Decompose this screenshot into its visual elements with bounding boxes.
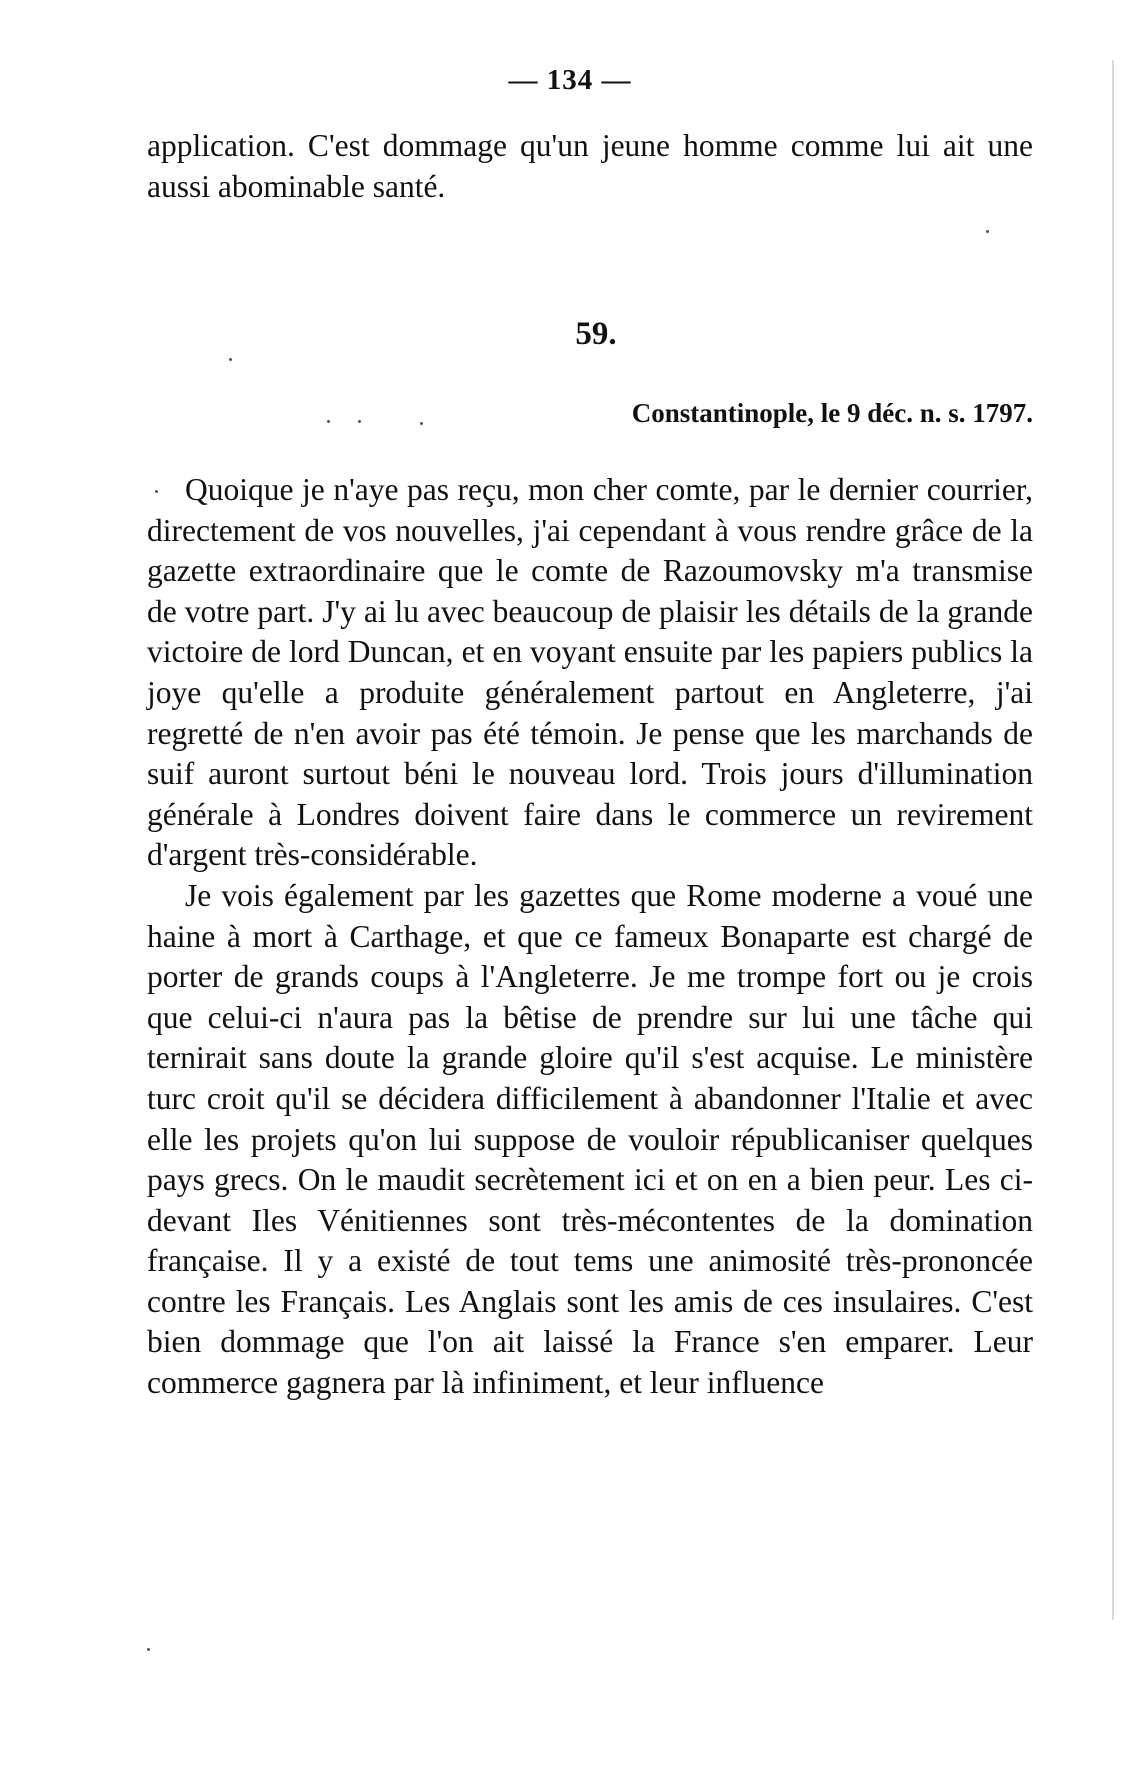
letter-body [147, 470, 1033, 1404]
letter-paragraph: Quoique je n'aye pas reçu, mon cher comte, par le dernier courrier, directement de vos nouvelles, j'ai cependant à vous rendre grâce de la gazette extraordinaire que le comte de Razoumovsky m'a transmise de votre part. J'y ai lu avec beaucoup de plaisir les détails de la grande victoire de lord Duncan, et en voyant ensuite par les papiers publics la joye qu'elle a produite généralement partout en Angleterre, j'ai regretté de n'en avoir pas été témoin. Je pense que les marchands de suif auront surtout béni le nouveau lord. Trois jours d'illumination générale à Londres doivent faire dans le commerce un revirement d'argent très-considérable. [147, 472, 1033, 873]
scan-speck [327, 420, 330, 423]
letter-dateline: Constantinople, le 9 déc. n. s. 1797. [631, 398, 1033, 428]
page-number: — 134 — [508, 64, 632, 96]
scan-speck [986, 230, 989, 233]
carry-over-paragraph [147, 126, 1033, 207]
scan-speck [420, 422, 423, 425]
page-edge-rule [1112, 60, 1114, 1620]
scan-speck [155, 490, 158, 493]
scan-speck [229, 358, 232, 361]
letter-number: 59. [575, 316, 617, 352]
carry-over-text: application. C'est dommage qu'un jeune homme comme lui ait une aussi abominable santé. [147, 128, 1033, 204]
letter-paragraph: Je vois également par les gazettes que Rome moderne a voué une haine à mort à Carthage, et que ce fameux Bonaparte est chargé de porter de grands coups à l'Angleterre. Je me trompe fort ou je crois que celui-ci n'aura pas la bêtise de prendre sur lui une tâche qui ternirait sans doute la grande gloire qu'il s'est acquise. Le ministère turc croit qu'il se décidera difficilement à abandonner l'Italie et avec elle les projets qu'on lui suppose de vouloir républicaniser quelques pays grecs. On le maudit secrètement ici et on en a bien peur. Les ci-devant Iles Vénitiennes sont très-mécontentes de la domination française. Il y a existé de tout tems une animosité très-prononcée contre les Français. Les Anglais sont les amis de ces insulaires. C'est bien dommage que l'on ait laissé la France s'en emparer. Leur commerce gagnera par là infiniment, et leur influence [147, 877, 1033, 1401]
scan-speck [147, 1648, 150, 1651]
scan-speck [358, 420, 361, 423]
